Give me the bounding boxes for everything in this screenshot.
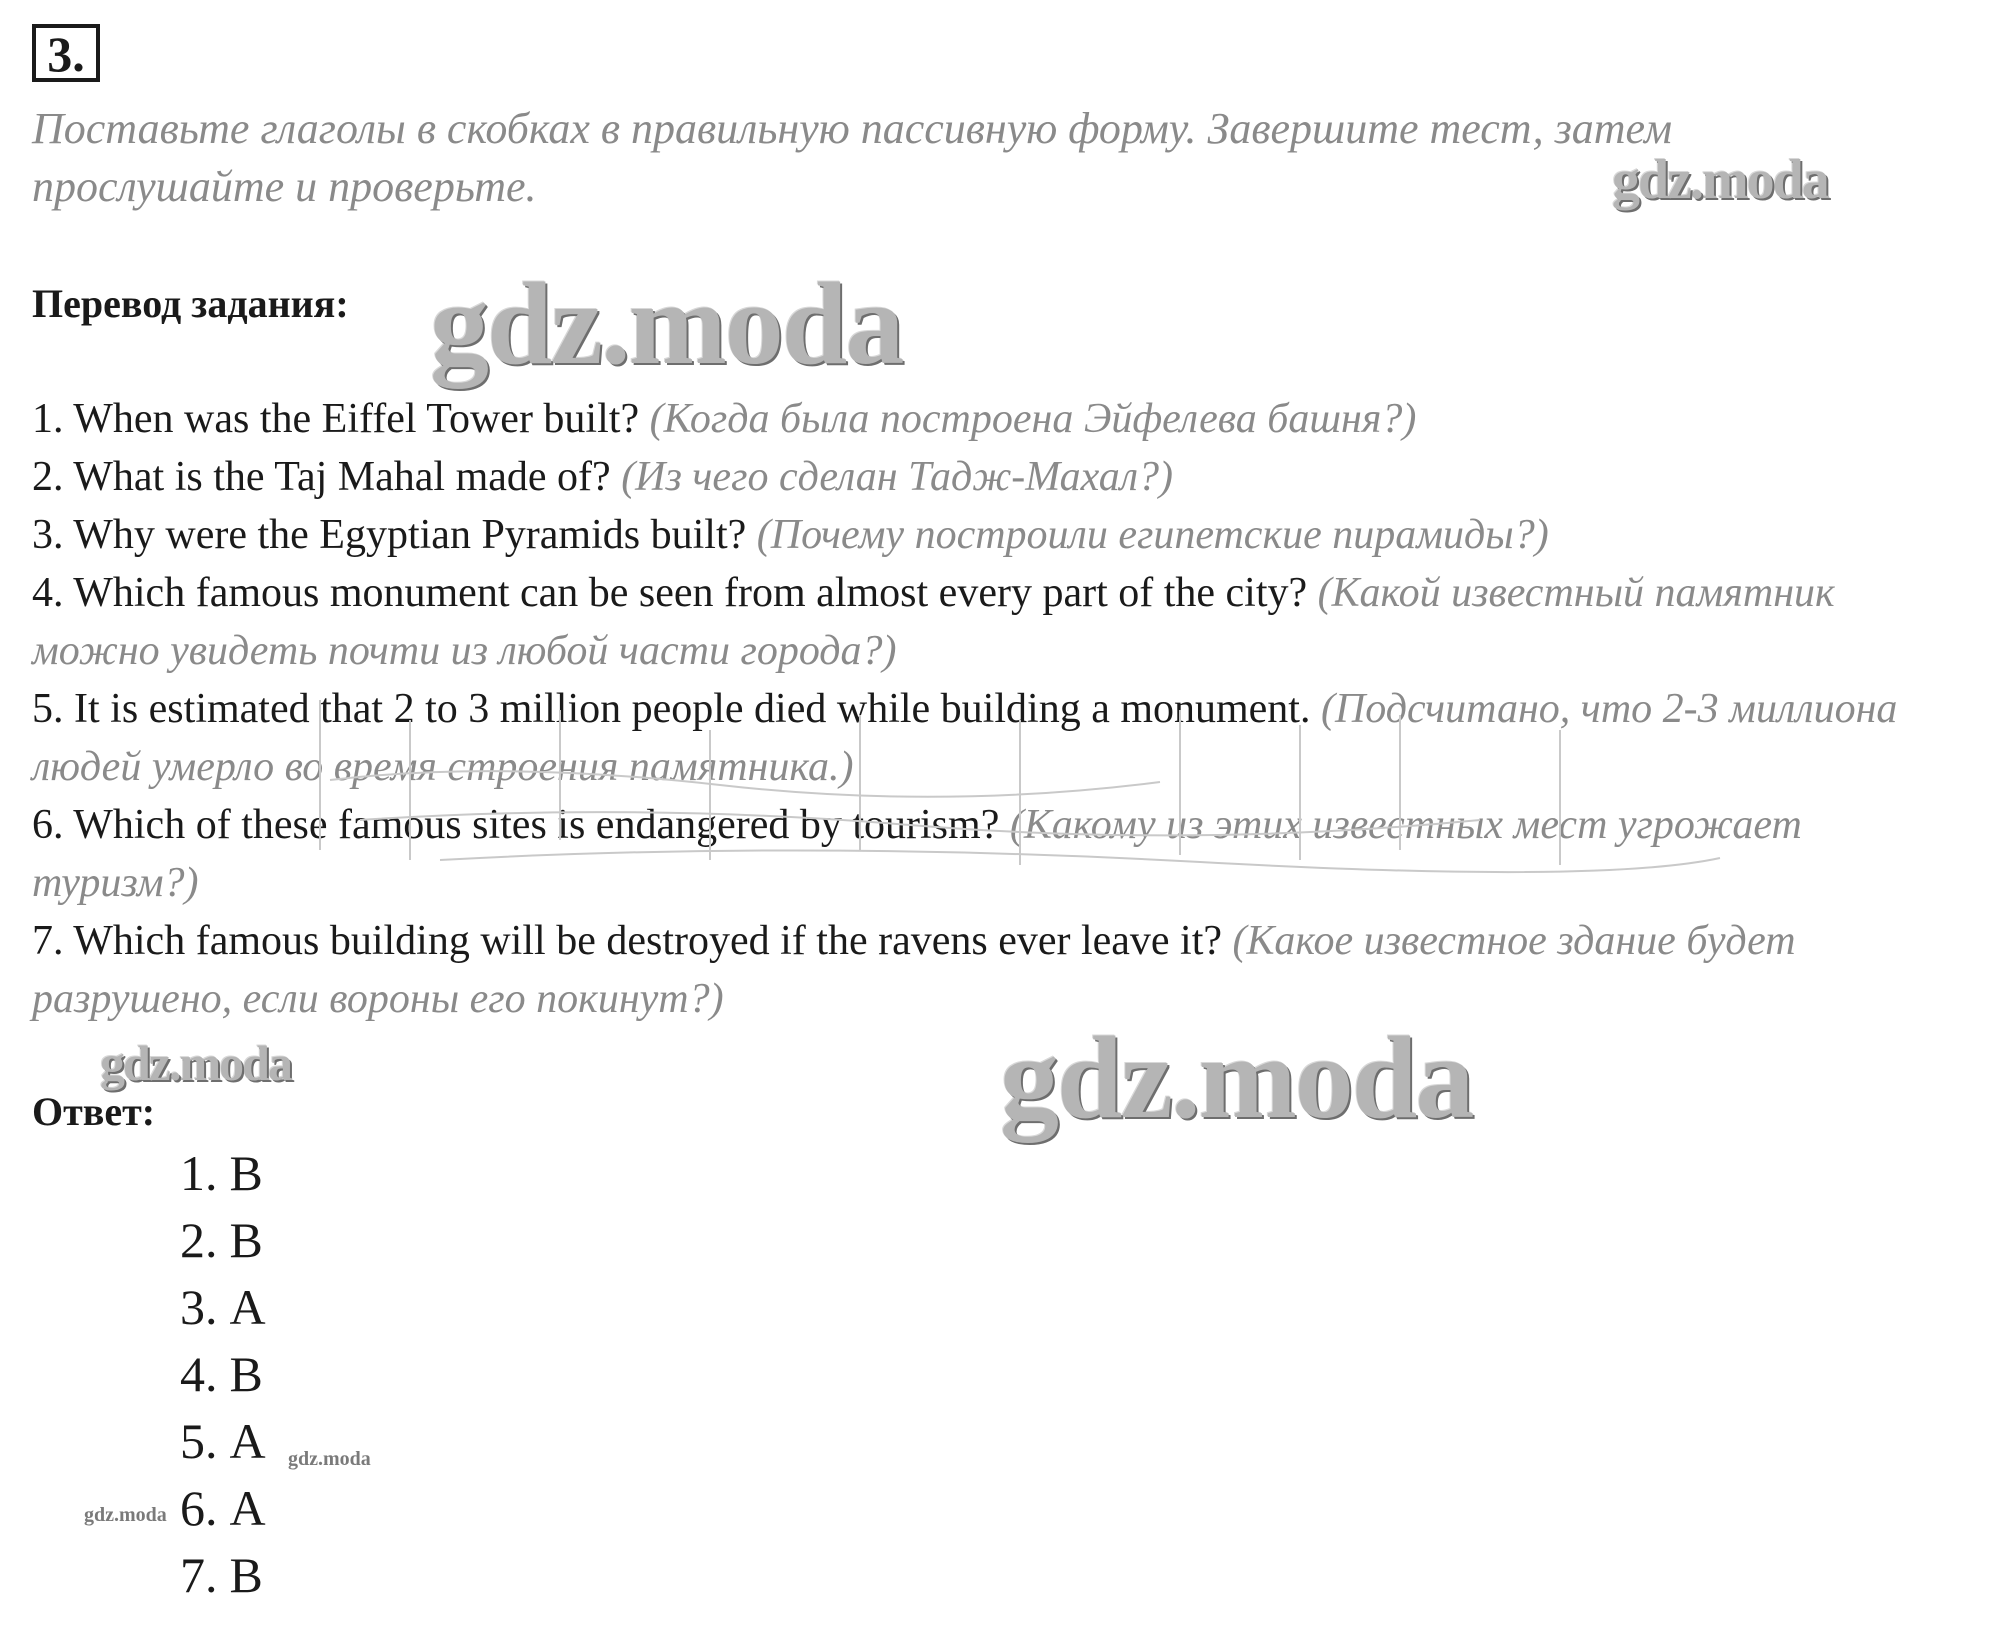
watermark-logo: gdz.moda <box>1000 1012 1473 1143</box>
answer-number: 6. <box>180 1480 218 1536</box>
translation-heading: Перевод задания: <box>32 281 349 326</box>
answer-item <box>180 1542 266 1609</box>
question-item <box>32 506 1962 564</box>
watermark-logo: gdz.moda <box>430 258 903 389</box>
question-russian: (Какое известное здание будет разрушено, если вороны его покинут?) <box>32 918 1796 1022</box>
question-item <box>32 448 1962 506</box>
question-number: 4. <box>32 570 64 616</box>
question-item <box>32 796 1962 912</box>
watermark-logo-small: gdz.moda <box>288 1448 371 1470</box>
question-russian: (Какому из этих известных мест угрожает туризм?) <box>32 802 1802 906</box>
answer-list <box>180 1140 266 1609</box>
answer-letter: B <box>229 1346 263 1402</box>
answer-heading: Ответ: <box>32 1089 156 1134</box>
question-number: 5. <box>32 686 64 732</box>
question-english: Which famous monument can be seen from almost every part of the city? <box>73 570 1308 616</box>
question-english: Which of these famous sites is endangered by tourism? <box>73 802 1000 848</box>
answer-letter: B <box>229 1547 263 1603</box>
question-russian: (Почему построили египетские пирамиды?) <box>756 512 1549 558</box>
question-item <box>32 680 1962 796</box>
answer-number: 2. <box>180 1212 218 1268</box>
question-number: 3. <box>32 512 64 558</box>
answer-letter: B <box>229 1145 263 1201</box>
answer-item <box>180 1274 266 1341</box>
question-russian: (Подсчитано, что 2-3 миллиона людей умерло во время строения памятника.) <box>32 686 1898 790</box>
answer-item <box>180 1207 266 1274</box>
watermark-logo: gdz.moda <box>1612 149 1828 211</box>
answer-letter: A <box>229 1480 266 1536</box>
question-number: 1. <box>32 396 64 442</box>
answer-letter: B <box>229 1212 263 1268</box>
answer-number: 3. <box>180 1279 218 1335</box>
answer-item <box>180 1408 266 1475</box>
question-english: It is estimated that 2 to 3 million people died while building a monument. <box>74 686 1311 732</box>
question-english: What is the Taj Mahal made of? <box>73 454 611 500</box>
question-number: 7. <box>32 918 64 964</box>
answer-letter: A <box>229 1413 266 1469</box>
answer-number: 7. <box>180 1547 218 1603</box>
watermark-logo: gdz.moda <box>100 1035 291 1091</box>
answer-letter: A <box>229 1279 266 1335</box>
watermark-logo-small: gdz.moda <box>84 1504 167 1526</box>
task-instruction: Поставьте глаголы в скобках в правильную пассивную форму. Завершите тест, затем прослушайте и проверьте. <box>32 104 1673 211</box>
question-item <box>32 564 1962 680</box>
exercise-number: 3. <box>47 26 85 82</box>
question-english: Which famous building will be destroyed if the ravens ever leave it? <box>73 918 1223 964</box>
answer-number: 4. <box>180 1346 218 1402</box>
answer-number: 1. <box>180 1145 218 1201</box>
answer-number: 5. <box>180 1413 218 1469</box>
question-number: 6. <box>32 802 64 848</box>
question-russian: (Из чего сделан Тадж-Махал?) <box>621 454 1174 500</box>
answer-item <box>180 1341 266 1408</box>
question-english: When was the Eiffel Tower built? <box>73 396 640 442</box>
question-item <box>32 390 1962 448</box>
answer-item <box>180 1475 266 1542</box>
answer-item <box>180 1140 266 1207</box>
question-item <box>32 912 1962 1028</box>
question-russian: (Какой известный памятник можно увидеть почти из любой части города?) <box>32 570 1835 674</box>
question-list <box>32 390 1962 1028</box>
question-russian: (Когда была построена Эйфелева башня?) <box>649 396 1417 442</box>
question-number: 2. <box>32 454 64 500</box>
exercise-number-box <box>32 24 100 82</box>
question-english: Why were the Egyptian Pyramids built? <box>73 512 747 558</box>
